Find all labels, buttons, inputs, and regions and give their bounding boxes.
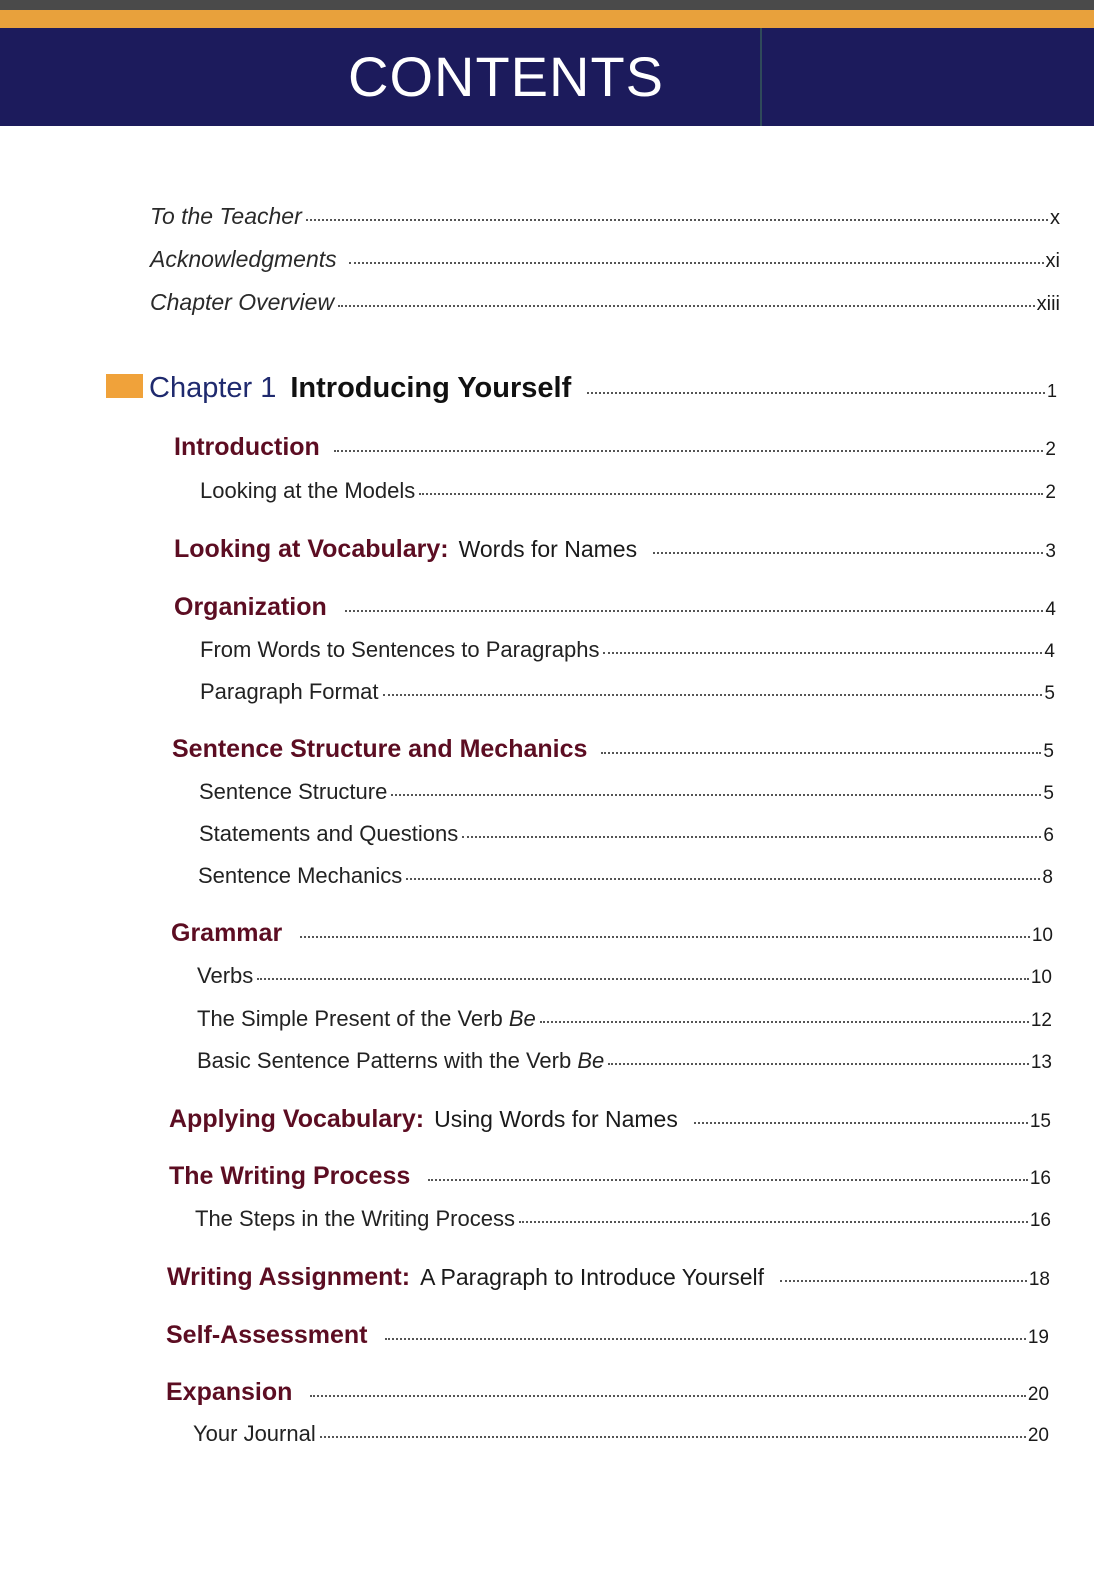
dot-leader (349, 262, 1044, 264)
toc-entry-acknowledgments[interactable] (150, 246, 1060, 273)
dot-leader (338, 305, 1035, 307)
section-subtitle: Using Words for Names (434, 1106, 678, 1132)
toc-entry-page: 4 (1044, 641, 1055, 662)
page-title: CONTENTS (348, 45, 664, 108)
dot-leader (601, 752, 1041, 754)
chapter-name: Introducing Yourself (290, 372, 572, 404)
dot-leader (462, 836, 1041, 838)
toc-section-title: Introduction (174, 433, 320, 461)
dot-leader (391, 794, 1041, 796)
toc-item-title: Looking at the Models (200, 478, 416, 503)
toc-item-sentence-mechanics[interactable] (198, 863, 1053, 889)
toc-section-writing-assignment[interactable] (167, 1263, 1050, 1292)
dot-leader (406, 878, 1040, 880)
toc-item-simple-present-be[interactable] (197, 1006, 1052, 1032)
dot-leader (310, 1395, 1025, 1397)
dot-leader (608, 1063, 1029, 1065)
toc-section-introduction[interactable] (174, 433, 1056, 462)
toc-item-title: Your Journal (193, 1421, 316, 1446)
toc-section-title (174, 535, 637, 564)
dot-leader (540, 1021, 1029, 1023)
toc-section-self-assessment[interactable] (166, 1321, 1049, 1350)
toc-item-statements-questions[interactable] (199, 821, 1054, 847)
toc-section-title: Grammar (171, 919, 283, 947)
toc-entry-page: 1 (1046, 381, 1057, 401)
item-text: The Simple Present of the Verb (197, 1006, 503, 1031)
toc-section-title (167, 1263, 764, 1292)
toc-section-sentence-structure-mechanics[interactable] (172, 735, 1054, 764)
toc-section-applying-vocabulary[interactable] (169, 1105, 1051, 1134)
dot-leader (603, 652, 1042, 654)
toc-item-title: Statements and Questions (199, 821, 459, 846)
dot-leader (428, 1179, 1028, 1181)
section-label: Applying Vocabulary: (169, 1105, 425, 1133)
toc-section-expansion[interactable] (166, 1378, 1049, 1407)
dot-leader (334, 450, 1044, 452)
toc-section-grammar[interactable] (171, 919, 1053, 948)
toc-item-sentence-structure[interactable] (199, 779, 1054, 805)
section-subtitle: A Paragraph to Introduce Yourself (420, 1264, 765, 1290)
toc-item-verbs[interactable] (197, 963, 1052, 989)
toc-item-title (197, 1048, 604, 1074)
dot-leader (694, 1122, 1028, 1124)
section-label: Writing Assignment: (167, 1263, 411, 1291)
toc-section-writing-process[interactable] (169, 1162, 1051, 1191)
chapter-title (149, 372, 571, 405)
toc-entry-page: 13 (1030, 1052, 1052, 1073)
top-strip (0, 0, 1094, 10)
dot-leader (345, 610, 1044, 612)
toc-item-title: Paragraph Format (200, 679, 379, 704)
toc-entry-page: 5 (1044, 683, 1055, 704)
toc-item-title (197, 1006, 536, 1032)
dot-leader (587, 392, 1045, 394)
toc-entry-page: 10 (1031, 925, 1053, 946)
dot-leader (419, 493, 1043, 495)
toc-section-title (169, 1105, 678, 1134)
toc-item-steps-writing-process[interactable] (195, 1206, 1051, 1232)
dot-leader (306, 219, 1048, 221)
section-label: Looking at Vocabulary: (174, 535, 449, 563)
toc-entry-page: 5 (1043, 783, 1054, 804)
toc-entry-title: Chapter Overview (150, 289, 335, 315)
toc-entry-page: 16 (1029, 1168, 1051, 1189)
toc-item-basic-sentence-patterns[interactable] (197, 1048, 1052, 1074)
toc-entry-page: 10 (1030, 967, 1052, 988)
toc-item-title: Sentence Mechanics (198, 863, 403, 888)
toc-section-title: Expansion (166, 1378, 293, 1406)
toc-chapter-1[interactable] (149, 372, 1057, 405)
toc-item-your-journal[interactable] (193, 1421, 1049, 1447)
toc-entry-page: 5 (1043, 741, 1054, 762)
toc-item-looking-at-models[interactable] (200, 478, 1056, 504)
toc-item-title: Verbs (197, 963, 254, 988)
toc-entry-page: 15 (1029, 1111, 1051, 1132)
toc-item-paragraph-format[interactable] (200, 679, 1055, 705)
item-text: Basic Sentence Patterns with the Verb (197, 1048, 572, 1073)
orange-band (0, 10, 1094, 28)
toc-entry-page: 12 (1030, 1010, 1052, 1031)
section-subtitle: Words for Names (458, 536, 638, 562)
toc-section-title: Organization (174, 593, 327, 621)
toc-entry-page: 2 (1045, 439, 1056, 460)
dot-leader (257, 978, 1029, 980)
item-emphasis: Be (508, 1006, 536, 1031)
toc-section-title: Sentence Structure and Mechanics (172, 735, 588, 763)
toc-section-title: Self-Assessment (166, 1321, 368, 1349)
toc-entry-page: 18 (1028, 1269, 1050, 1290)
toc-entry-page: x (1050, 207, 1060, 229)
chapter-label: Chapter 1 (149, 372, 277, 404)
toc-entry-page: 4 (1045, 599, 1056, 620)
toc-section-looking-at-vocabulary[interactable] (174, 535, 1056, 564)
toc-entry-page: 20 (1027, 1425, 1049, 1446)
toc-entry-page: 8 (1042, 867, 1053, 888)
toc-entry-page: xi (1045, 250, 1060, 272)
toc-entry-page: 3 (1045, 541, 1056, 562)
dot-leader (653, 552, 1043, 554)
toc-entry-title: Acknowledgments (150, 246, 337, 272)
dot-leader (383, 694, 1043, 696)
toc-section-title: The Writing Process (169, 1162, 411, 1190)
toc-item-title: Sentence Structure (199, 779, 388, 804)
dot-leader (300, 936, 1030, 938)
toc-item-title: The Steps in the Writing Process (195, 1206, 515, 1231)
toc-entry-page: 16 (1029, 1210, 1051, 1231)
toc-entry-page: xiii (1036, 293, 1060, 315)
toc-entry-chapter-overview[interactable] (150, 289, 1060, 316)
dot-leader (519, 1221, 1028, 1223)
toc-entry-page: 6 (1043, 825, 1054, 846)
toc-section-organization[interactable] (174, 593, 1056, 622)
dot-leader (385, 1338, 1025, 1340)
dot-leader (780, 1280, 1027, 1282)
toc-item-title: From Words to Sentences to Paragraphs (200, 637, 600, 662)
toc-entry-title: To the Teacher (150, 203, 302, 229)
toc-item-words-to-sentences[interactable] (200, 637, 1055, 663)
item-emphasis: Be (577, 1048, 605, 1073)
toc-entry-to-the-teacher[interactable] (150, 203, 1060, 230)
toc-entry-page: 20 (1027, 1384, 1049, 1405)
dot-leader (320, 1436, 1026, 1438)
toc-entry-page: 19 (1027, 1327, 1049, 1348)
toc-entry-page: 2 (1045, 482, 1056, 503)
chapter-marker (106, 374, 143, 398)
